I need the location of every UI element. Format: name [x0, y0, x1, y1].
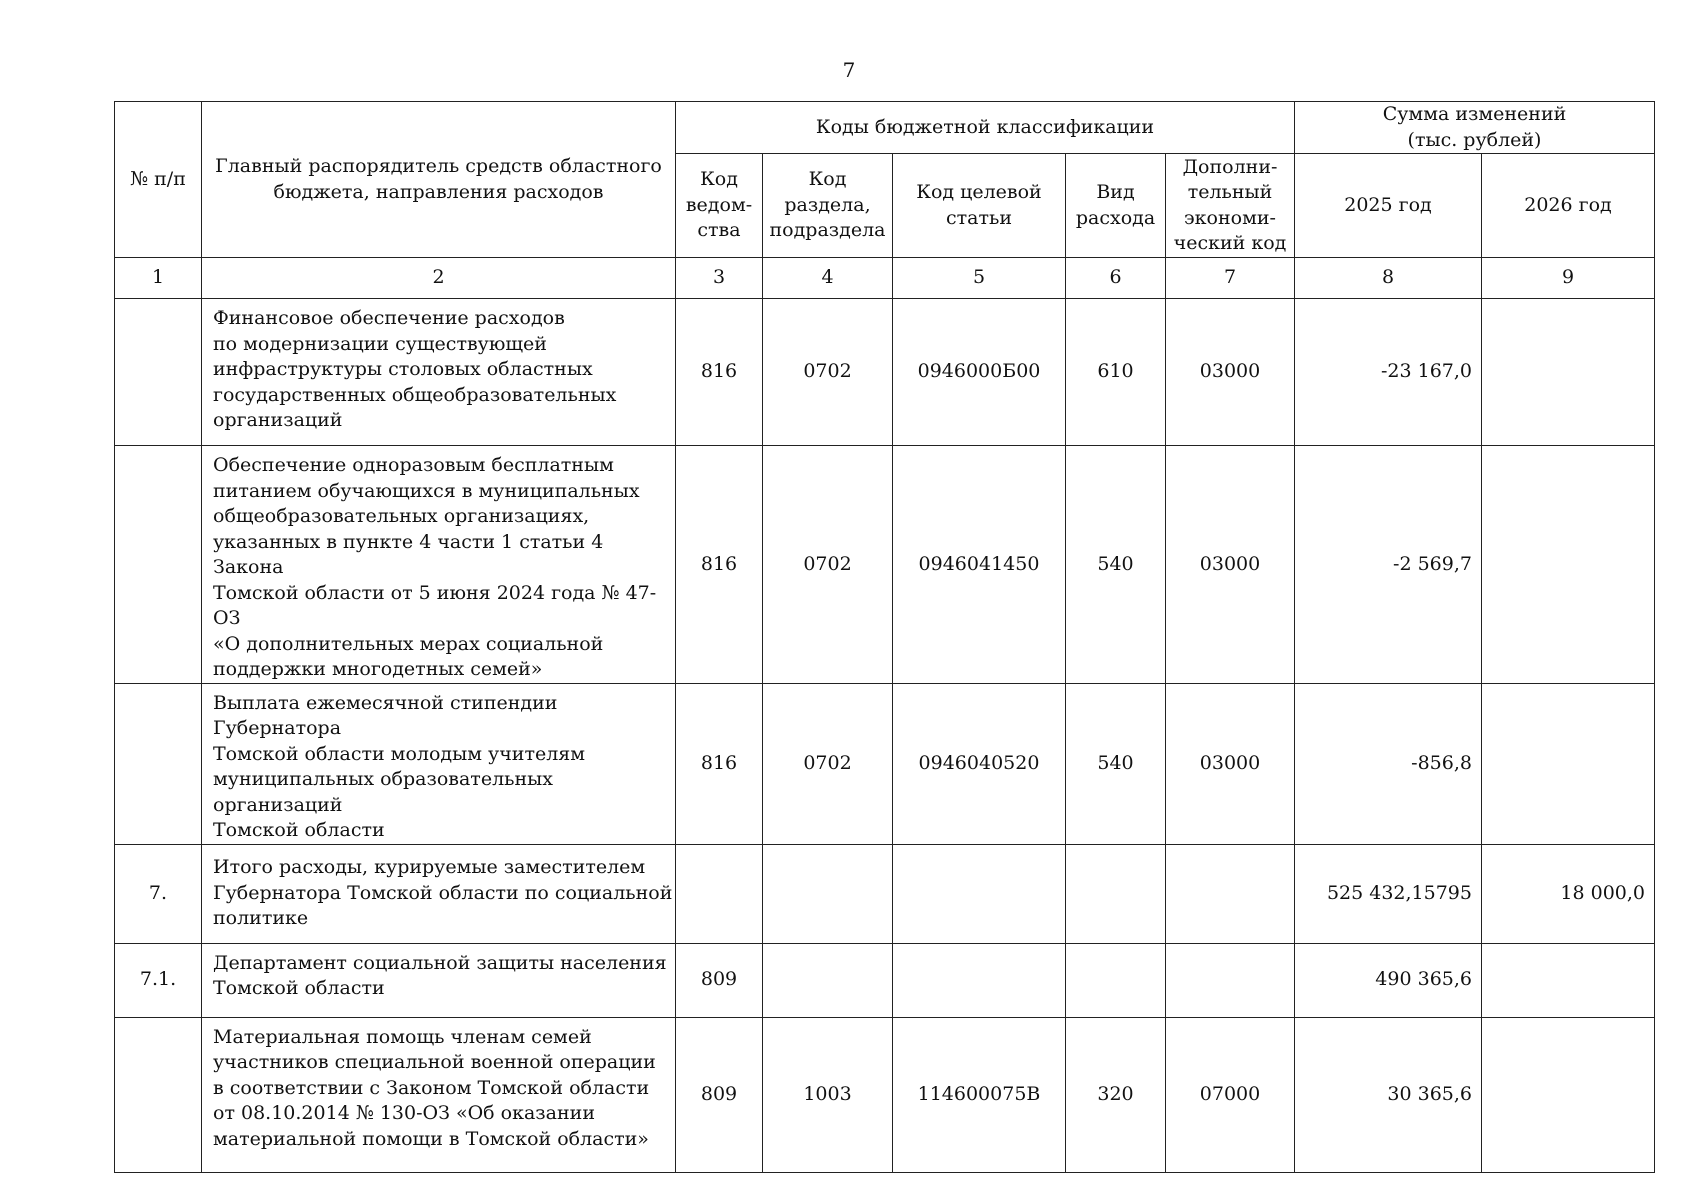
row-target-code: [893, 943, 1066, 1017]
column-number-row: [115, 258, 1655, 299]
row-dept-code: 816: [676, 446, 763, 684]
row-name: Выплата ежемесячной стипендии Губернатора Томской области молодым учителям муниципальных образовательных организаций Томской области: [202, 683, 676, 844]
row-num: [115, 446, 202, 684]
header-codes-group: Коды бюджетной классификации: [676, 102, 1295, 154]
header-name: Главный распорядитель средств областного бюджета, направления расходов: [202, 102, 676, 258]
row-target-code: 114600075В: [893, 1017, 1066, 1172]
row-econ-code: 03000: [1166, 683, 1295, 844]
column-number: 6: [1066, 258, 1166, 299]
row-num: [115, 683, 202, 844]
row-target-code: [893, 844, 1066, 943]
row-econ-code: 03000: [1166, 299, 1295, 446]
row-sum-2025: -23 167,0: [1295, 299, 1482, 446]
row-sum-2025: -2 569,7: [1295, 446, 1482, 684]
header-row-1: [115, 102, 1655, 154]
row-section-code: 0702: [763, 683, 893, 844]
row-section-code: 1003: [763, 1017, 893, 1172]
column-number: 9: [1482, 258, 1655, 299]
column-number: 2: [202, 258, 676, 299]
row-sum-2025: 490 365,6: [1295, 943, 1482, 1017]
header-section-code: Код раздела, подраздела: [763, 154, 893, 258]
table-row: [115, 683, 1655, 844]
row-econ-code: 07000: [1166, 1017, 1295, 1172]
row-dept-code: 816: [676, 683, 763, 844]
header-year-2025: 2025 год: [1295, 154, 1482, 258]
table-row: [115, 1017, 1655, 1172]
row-sum-2026: 18 000,0: [1482, 844, 1655, 943]
header-dept-code: Код ведом- ства: [676, 154, 763, 258]
row-dept-code: 809: [676, 943, 763, 1017]
header-num: № п/п: [115, 102, 202, 258]
row-name: Обеспечение одноразовым бесплатным питанием обучающихся в муниципальных общеобразовательных организациях, указанных в пункте 4 части 1 статьи 4 Закона Томской области от 5 июня 2024 года № 47-ОЗ «О дополнительных мерах социальной поддержки многодетных семей»: [202, 446, 676, 684]
column-number: 1: [115, 258, 202, 299]
budget-table: [114, 101, 1655, 1173]
table-row: [115, 943, 1655, 1017]
row-section-code: [763, 943, 893, 1017]
column-number: 5: [893, 258, 1066, 299]
row-sum-2025: 525 432,15795: [1295, 844, 1482, 943]
row-name: Финансовое обеспечение расходов по модернизации существующей инфраструктуры столовых областных государственных общеобразовательных организаций: [202, 299, 676, 446]
row-num: [115, 1017, 202, 1172]
table-row: [115, 446, 1655, 684]
row-expense-type: 320: [1066, 1017, 1166, 1172]
column-number: 8: [1295, 258, 1482, 299]
row-sum-2026: [1482, 943, 1655, 1017]
header-expense-type: Вид расхода: [1066, 154, 1166, 258]
row-name: Департамент социальной защиты населения Томской области: [202, 943, 676, 1017]
page-number: 7: [842, 58, 856, 82]
table-row: [115, 299, 1655, 446]
table-row: [115, 844, 1655, 943]
header-sum-group: Сумма изменений (тыс. рублей): [1295, 102, 1655, 154]
row-econ-code: 03000: [1166, 446, 1295, 684]
column-number: 4: [763, 258, 893, 299]
header-target-code: Код целевой статьи: [893, 154, 1066, 258]
row-econ-code: [1166, 844, 1295, 943]
column-number: 3: [676, 258, 763, 299]
row-dept-code: 809: [676, 1017, 763, 1172]
row-expense-type: [1066, 943, 1166, 1017]
row-dept-code: 816: [676, 299, 763, 446]
row-num: [115, 299, 202, 446]
row-sum-2025: 30 365,6: [1295, 1017, 1482, 1172]
row-name: Материальная помощь членам семей участников специальной военной операции в соответствии с Законом Томской области от 08.10.2014 № 130-ОЗ «Об оказании материальной помощи в Томской области»: [202, 1017, 676, 1172]
header-econ-code: Дополни- тельный экономи- ческий код: [1166, 154, 1295, 258]
row-section-code: [763, 844, 893, 943]
row-expense-type: 540: [1066, 683, 1166, 844]
header-year-2026: 2026 год: [1482, 154, 1655, 258]
row-sum-2026: [1482, 299, 1655, 446]
row-name: Итого расходы, курируемые заместителем Губернатора Томской области по социальной политике: [202, 844, 676, 943]
row-target-code: 0946040520: [893, 683, 1066, 844]
row-expense-type: 610: [1066, 299, 1166, 446]
row-sum-2026: [1482, 1017, 1655, 1172]
row-dept-code: [676, 844, 763, 943]
row-section-code: 0702: [763, 446, 893, 684]
row-num: 7.1.: [115, 943, 202, 1017]
row-target-code: 0946041450: [893, 446, 1066, 684]
row-sum-2025: -856,8: [1295, 683, 1482, 844]
row-sum-2026: [1482, 683, 1655, 844]
row-econ-code: [1166, 943, 1295, 1017]
row-expense-type: 540: [1066, 446, 1166, 684]
row-num: 7.: [115, 844, 202, 943]
row-target-code: 0946000Б00: [893, 299, 1066, 446]
column-number: 7: [1166, 258, 1295, 299]
row-expense-type: [1066, 844, 1166, 943]
row-section-code: 0702: [763, 299, 893, 446]
row-sum-2026: [1482, 446, 1655, 684]
